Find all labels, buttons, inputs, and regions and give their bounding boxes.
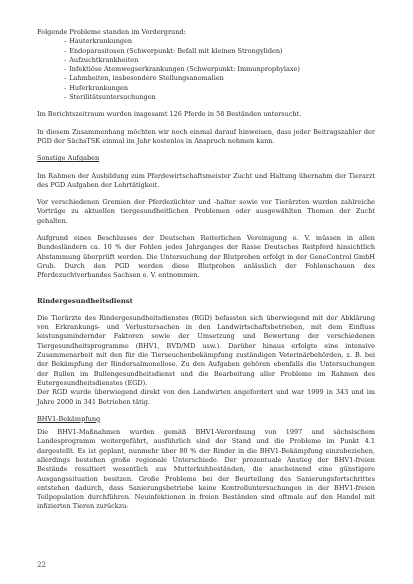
paragraph: Die Tierärzte des Rindergesundheitsdienstes (RGD) befassten sich überwiegend mit der Abklärung von Erkrankungs- und Verlustursachen in den Landwirtschaftsbetrieben, mit dem Einfluss leistungsmindernder Faktoren sowie der Umsetzung und Bewertung der verschiedenen Tiergesundheitsprogramme (BHV1, BVD/MD usw.). Darüber hinaus erfolgte eine intensive Zusammenarbeit mit den für die Tierseuchenbekämpfung zuständigen Veterinärbehörden, z. B. bei der Bekämpfung der Rindersalmonellose. Zu den Aufgaben gehören ebenfalls die Untersuchungen der Bullen im Bullengesundheitsdienst und die Bearbeitung aller Probleme im Rahmen des Eutergesundheitsdienstes (EGD).: [37, 313, 375, 387]
paragraph: Im Rahmen der Ausbildung zum Pferdewirtschaftsmeister Zucht und Haltung übernahm der Tierarzt des PGD Aufgaben der Lehrtätigkeit.: [37, 171, 375, 189]
intro-text: Folgende Probleme standen im Vordergrund:: [37, 28, 186, 36]
paragraph: In diesem Zusammenhang möchten wir noch einmal darauf hinweisen, dass jeder Beitragszahler der PGD der SächsTSK einmal im Jahr kostenlos in Anspruch nehmen kann.: [37, 127, 375, 145]
paragraph: Aufgrund eines Beschlusses der Deutschen Reiterlichen Vereinigung e. V. müssen in allen Bundesländern ca. 10 % der Fohlen jedes Jahrganges der Rasse Deutsches Reitpferd hinsichtlich Abstammung überprüft werden. Die Untersuchung der Blutproben erfolgt in der GeneControl GmbH Grub. Durch den PGD werden diese Blutproben anlässlich der Fohlenschauen des Pferdezuchtverbandes Sachsen e. V. entnommen.: [37, 234, 375, 280]
list-item: - Aufzuchtkrankheiten: [64, 55, 139, 64]
list-item: - Infektiöse Atemwegserkrankungen (Schwerpunkt: Immunprophylaxe): [64, 65, 300, 74]
paragraph: Der RGD wurde überwiegend direkt von den Landwirten angefordert und war 1999 in 343 und im Jahre 2000 in 341 Betrieben tätig.: [37, 388, 375, 406]
paragraph: Die BHV1-Maßnahmen wurden gemäß BHV1-Verordnung von 1997 und sächsischem Landesprogramm weitergeführt, ausführlich sind der Stand und die Probleme im Punkt 4.1 dargestellt. Es ist geplant, nunmehr über 80 % der Rinder in die BHV1-Bekämpfung einzubeziehen, allerdings bestehen große regionale Unterschiede. Der prozentuale Anstieg der BHV1-freien Bestände resultiert wesentlich aus Mutterkuhbeständen, die anscheinend eine günstigere Ausgangssituation besitzen. Große Probleme bei der Beurteilung des Sanierungsfortschrittes entstehen dadurch, dass Sanierungsbetriebe keine Kontrolluntersuchungen in der BHV1-freien Teilpopulation durchführen. Neuinfektionen in freien Beständen sind oftmals auf den Handel mit infizierten Tieren zurückzu-: [37, 428, 375, 511]
page-number: 22: [37, 561, 46, 569]
section-heading-bhv1: BHV1-Bekämpfung: [37, 414, 101, 423]
section-heading-sonstige: Sonstige Aufgaben: [37, 154, 100, 163]
section-heading-rgd: Rindergesundheitsdienst: [37, 296, 133, 305]
list-item: - Sterilitätsuntersuchungen: [64, 93, 156, 102]
list-item: - Endoparasitosen (Schwerpunkt: Befall mit kleinen Strongyliden): [64, 46, 283, 55]
list-item: - Hauterkrankungen: [64, 37, 133, 46]
problem-list: [37, 37, 375, 102]
paragraph: Im Berichtszeitraum wurden insgesamt 126 Pferde in 58 Beständen untersucht.: [37, 110, 302, 119]
page-content: [37, 28, 375, 512]
list-item: - Huferkrankungen: [64, 83, 129, 92]
list-item: - Lahmheiten, insbesondere Stellungsanomalien: [64, 74, 224, 83]
paragraph: Vor verschiedenen Gremien der Pferdezüchter und -halter sowie vor Tierärzten wurden zahlreiche Vorträge zu aktuellen tiergesundheitlichen Problemen oder ausgewählten Themen der Zucht gehalten.: [37, 198, 375, 225]
